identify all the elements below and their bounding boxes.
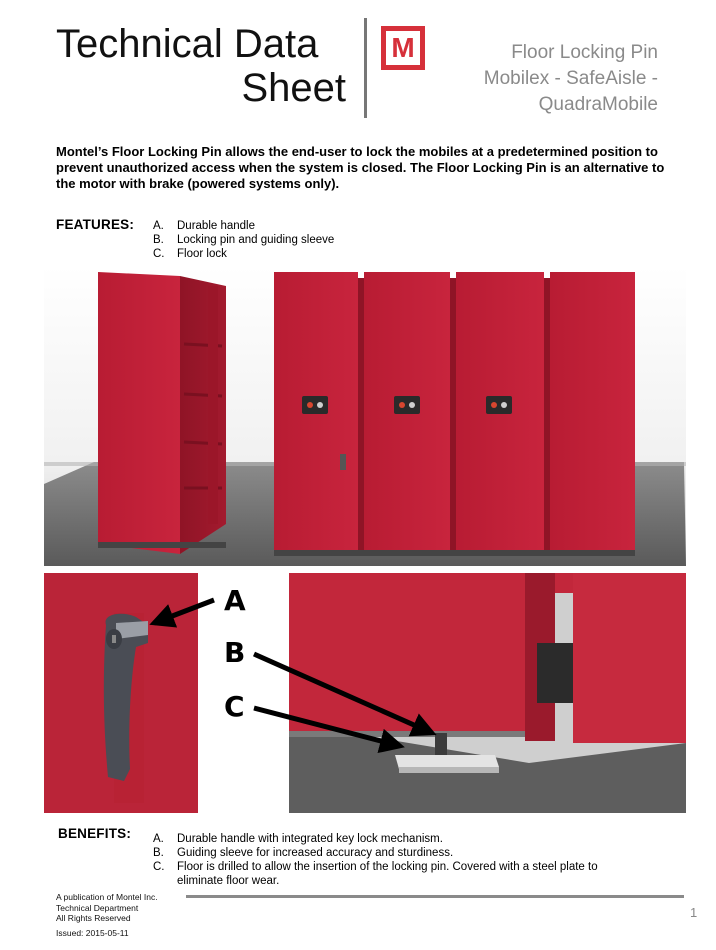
intro-paragraph: Montel’s Floor Locking Pin allows the end-user to lock the mobiles at a predetermined position to prevent unauthorized access when the system is closed. The Floor Locking Pin is an alternative to the motor with brake (powered systems only).	[56, 144, 665, 191]
subtitle-line-1: Floor Locking Pin	[511, 42, 658, 63]
arrow-c	[254, 708, 400, 746]
issued-date: Issued: 2015-05-11	[56, 928, 129, 938]
publication-line-3: All Rights Reserved	[56, 913, 131, 923]
arrow-a	[154, 600, 214, 623]
list-item: A. Durable handle with integrated key lock mechanism.	[153, 833, 443, 845]
callout-c: C	[224, 690, 245, 723]
list-item: B. Guiding sleeve for increased accuracy and sturdiness.	[153, 847, 454, 859]
benefits-heading: BENEFITS:	[58, 826, 132, 841]
list-item: C. Floor lock	[153, 248, 227, 260]
list-item: A. Durable handle	[153, 220, 256, 232]
subtitle-line-3: QuadraMobile	[538, 94, 658, 115]
callout-a: A	[224, 584, 246, 617]
publication-info	[56, 892, 158, 924]
features-heading: FEATURES:	[56, 217, 135, 232]
arrow-b	[254, 654, 432, 733]
title-line-2: Sheet	[241, 66, 346, 110]
list-item: C. Floor is drilled to allow the insertion of the locking pin. Covered with a steel plate to eliminate floor wear.	[153, 861, 598, 887]
title-line-1: Technical Data	[56, 22, 319, 66]
page-number: 1	[690, 905, 698, 920]
logo-letter: M	[386, 31, 420, 65]
subtitle-line-2: Mobilex - SafeAisle -	[483, 68, 658, 89]
list-item: B. Locking pin and guiding sleeve	[153, 234, 335, 246]
footer-divider	[186, 895, 684, 898]
callout-b: B	[224, 636, 246, 669]
publication-line-1: A publication of Montel Inc.	[56, 892, 158, 902]
benefits-list	[153, 832, 633, 888]
publication-line-2: Technical Department	[56, 902, 139, 913]
